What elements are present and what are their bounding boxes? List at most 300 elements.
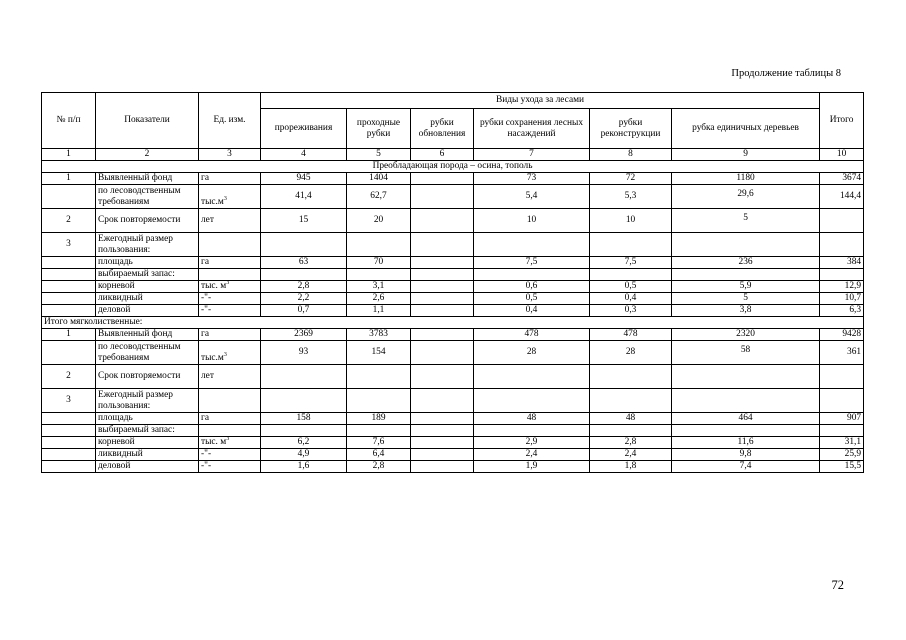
value-cell (411, 329, 474, 341)
unit-text: лет (201, 215, 214, 225)
table-row (42, 365, 864, 389)
cell-value: 464 (738, 413, 753, 423)
indicator-cell: Ежегодный размер пользования: (96, 233, 199, 257)
value-cell (347, 305, 411, 317)
value-cell (347, 269, 411, 281)
unit-cell (199, 341, 261, 365)
column-number: 2 (96, 149, 199, 161)
value-cell (590, 425, 672, 437)
indicator-cell: по лесоводственным требованиям (96, 185, 199, 209)
table-row (42, 209, 864, 233)
value-cell (474, 329, 590, 341)
value-cell (672, 281, 820, 293)
value-cell (411, 305, 474, 317)
unit-text: -"- (201, 293, 212, 303)
unit-text: тыс. м (201, 281, 227, 291)
cell-value: 478 (623, 329, 638, 339)
value-cell (590, 365, 672, 389)
value-cell (590, 269, 672, 281)
value-cell (672, 293, 820, 305)
unit-cell (199, 209, 261, 233)
value-cell (590, 233, 672, 257)
column-number: 10 (820, 149, 864, 161)
value-cell (672, 449, 820, 461)
cell-value: 5,3 (624, 191, 637, 201)
table-row (42, 257, 864, 269)
total-cell (820, 293, 864, 305)
total-cell (820, 437, 864, 449)
total-cell (820, 329, 864, 341)
unit-cell (199, 269, 261, 281)
cell-value: 73 (526, 173, 537, 183)
value-cell (672, 269, 820, 281)
cell-value: 1404 (369, 173, 388, 183)
row-number (42, 293, 96, 305)
row-number (42, 341, 96, 365)
cell-value: 15,5 (844, 461, 862, 471)
value-cell (347, 389, 411, 413)
row-number: 2 (42, 209, 96, 233)
indicator-cell: площадь (96, 413, 199, 425)
indicator-cell: Выявленный фонд (96, 329, 199, 341)
unit-text: га (201, 329, 210, 339)
cell-value: 2,8 (624, 437, 637, 447)
value-cell (590, 461, 672, 473)
value-cell (672, 173, 820, 185)
indicator-cell: Срок повторяемости (96, 209, 199, 233)
column-number: 1 (42, 149, 96, 161)
value-cell (261, 329, 347, 341)
value-cell (347, 257, 411, 269)
cell-value: 12,9 (844, 281, 862, 291)
value-cell (411, 461, 474, 473)
value-cell (347, 173, 411, 185)
total-cell (820, 233, 864, 257)
cell-value: 1,1 (372, 305, 385, 315)
value-cell (474, 233, 590, 257)
value-cell (672, 389, 820, 413)
unit-cell (199, 173, 261, 185)
unit-cell (199, 281, 261, 293)
header-unit: Ед. изм. (199, 93, 261, 149)
indicator-cell: площадь (96, 257, 199, 269)
value-cell (411, 257, 474, 269)
cell-value: 144,4 (839, 191, 862, 201)
value-cell (672, 365, 820, 389)
row-number: 3 (42, 233, 96, 257)
cell-value: 10,7 (844, 293, 862, 303)
table-row (42, 173, 864, 185)
value-cell (672, 425, 820, 437)
value-cell (347, 365, 411, 389)
total-cell (820, 257, 864, 269)
value-cell (672, 185, 820, 209)
value-cell (590, 257, 672, 269)
unit-text: тыс.м (201, 197, 224, 207)
column-number: 6 (411, 149, 474, 161)
column-number: 5 (347, 149, 411, 161)
unit-superscript: 3 (223, 195, 227, 202)
value-cell (261, 257, 347, 269)
unit-cell (199, 449, 261, 461)
value-cell (261, 305, 347, 317)
cell-value: 0,5 (624, 281, 637, 291)
cell-value: 48 (526, 413, 537, 423)
unit-cell (199, 461, 261, 473)
header-type-renewal: рубки обновления (411, 109, 474, 149)
cell-value: 3,8 (739, 305, 752, 315)
cell-value: 28 (625, 347, 636, 357)
table-row (42, 425, 864, 437)
cell-value: 9428 (842, 329, 862, 339)
value-cell (672, 305, 820, 317)
indicator-cell: корневой (96, 437, 199, 449)
value-cell (347, 461, 411, 473)
unit-text: га (201, 257, 210, 267)
table-row (42, 413, 864, 425)
value-cell (672, 257, 820, 269)
value-cell (347, 329, 411, 341)
value-cell (474, 305, 590, 317)
value-cell (261, 293, 347, 305)
value-cell (347, 293, 411, 305)
column-number: 8 (590, 149, 672, 161)
value-cell (672, 209, 820, 233)
total-cell (820, 389, 864, 413)
cell-value: 41,4 (295, 191, 312, 201)
value-cell (672, 233, 820, 257)
cell-value: 945 (296, 173, 311, 183)
value-cell (411, 413, 474, 425)
table-row (42, 449, 864, 461)
row-number: 3 (42, 389, 96, 413)
header-type-single-trees: рубка единичных деревьев (672, 109, 820, 149)
cell-value: 361 (847, 347, 862, 357)
value-cell (261, 389, 347, 413)
value-cell (261, 413, 347, 425)
cell-value: 0,4 (525, 305, 538, 315)
table-caption: Продолжение таблицы 8 (731, 68, 841, 79)
table-row (42, 389, 864, 413)
row-number (42, 461, 96, 473)
header-care-types: Виды ухода за лесами (261, 93, 820, 109)
cell-value: 158 (296, 413, 311, 423)
cell-value: 20 (373, 215, 384, 225)
unit-cell (199, 233, 261, 257)
value-cell (261, 269, 347, 281)
value-cell (590, 449, 672, 461)
cell-value: 907 (847, 413, 862, 423)
value-cell (261, 173, 347, 185)
cell-value: 58 (740, 344, 751, 355)
value-cell (590, 173, 672, 185)
value-cell (411, 233, 474, 257)
unit-text: га (201, 173, 210, 183)
unit-cell (199, 257, 261, 269)
value-cell (411, 365, 474, 389)
unit-text: -"- (201, 461, 212, 471)
value-cell (474, 449, 590, 461)
value-cell (261, 185, 347, 209)
value-cell (411, 173, 474, 185)
table-row (42, 233, 864, 257)
unit-text: лет (201, 371, 214, 381)
row-number (42, 449, 96, 461)
indicator-cell: Срок повторяемости (96, 365, 199, 389)
value-cell (347, 281, 411, 293)
cell-value: 31,1 (844, 437, 862, 447)
column-number: 9 (672, 149, 820, 161)
value-cell (261, 209, 347, 233)
row-number: 1 (42, 173, 96, 185)
cell-value: 6,4 (372, 449, 385, 459)
value-cell (474, 413, 590, 425)
unit-text: тыс.м (201, 353, 224, 363)
header-type-thinning: прореживания (261, 109, 347, 149)
value-cell (590, 437, 672, 449)
total-cell (820, 461, 864, 473)
cell-value: 62,7 (370, 191, 387, 201)
cell-value: 0,3 (624, 305, 637, 315)
cell-value: 9,8 (739, 449, 752, 459)
section-title: Итого мягколиственные: (42, 317, 864, 329)
cell-value: 0,7 (297, 305, 310, 315)
value-cell (672, 413, 820, 425)
value-cell (474, 185, 590, 209)
column-number: 7 (474, 149, 590, 161)
value-cell (590, 293, 672, 305)
unit-text: -"- (201, 449, 212, 459)
cell-value: 48 (625, 413, 636, 423)
total-cell (820, 269, 864, 281)
cell-value: 0,5 (525, 293, 538, 303)
table-row (42, 305, 864, 317)
value-cell (411, 293, 474, 305)
indicator-cell: ликвидный (96, 449, 199, 461)
value-cell (474, 173, 590, 185)
value-cell (590, 185, 672, 209)
cell-value: 7,5 (624, 257, 637, 267)
value-cell (474, 389, 590, 413)
value-cell (411, 389, 474, 413)
value-cell (347, 209, 411, 233)
unit-cell (199, 413, 261, 425)
total-cell (820, 413, 864, 425)
cell-value: 2,4 (624, 449, 637, 459)
row-number (42, 437, 96, 449)
page-number: 72 (831, 578, 844, 592)
cell-value: 28 (526, 347, 537, 357)
indicator-cell: корневой (96, 281, 199, 293)
header-indicators: Показатели (96, 93, 199, 149)
value-cell (347, 413, 411, 425)
unit-superscript: 3 (226, 279, 230, 286)
value-cell (261, 449, 347, 461)
value-cell (411, 281, 474, 293)
table-row (42, 341, 864, 365)
cell-value: 3674 (842, 173, 862, 183)
value-cell (474, 437, 590, 449)
value-cell (590, 389, 672, 413)
value-cell (261, 233, 347, 257)
table-row (42, 293, 864, 305)
header-type-reconstruction: рубки реконструкции (590, 109, 672, 149)
table-row (42, 461, 864, 473)
row-number: 1 (42, 329, 96, 341)
forest-care-table (41, 92, 864, 473)
value-cell (261, 365, 347, 389)
indicator-cell: по лесоводственным требованиям (96, 341, 199, 365)
value-cell (672, 461, 820, 473)
cell-value: 1,8 (624, 461, 637, 471)
table-row (42, 281, 864, 293)
column-number: 4 (261, 149, 347, 161)
value-cell (261, 425, 347, 437)
cell-value: 6,2 (297, 437, 310, 447)
indicator-cell: выбираемый запас: (96, 425, 199, 437)
column-number: 3 (199, 149, 261, 161)
cell-value: 72 (625, 173, 636, 183)
indicator-cell: ликвидный (96, 293, 199, 305)
total-cell (820, 449, 864, 461)
value-cell (347, 185, 411, 209)
value-cell (474, 341, 590, 365)
cell-value: 63 (298, 257, 309, 267)
unit-cell (199, 365, 261, 389)
cell-value: 2,8 (297, 281, 310, 291)
header-total: Итого (820, 93, 864, 149)
value-cell (411, 209, 474, 233)
cell-value: 189 (371, 413, 386, 423)
indicator-cell: Ежегодный размер пользования: (96, 389, 199, 413)
indicator-cell: деловой (96, 305, 199, 317)
cell-value: 15 (298, 215, 309, 225)
value-cell (672, 341, 820, 365)
value-cell (411, 449, 474, 461)
cell-value: 3783 (369, 329, 388, 339)
cell-value: 10 (625, 215, 636, 225)
value-cell (411, 269, 474, 281)
value-cell (261, 281, 347, 293)
unit-cell (199, 329, 261, 341)
indicator-cell: Выявленный фонд (96, 173, 199, 185)
value-cell (474, 209, 590, 233)
cell-value: 0,6 (525, 281, 538, 291)
cell-value: 5,4 (525, 191, 538, 201)
total-cell (820, 173, 864, 185)
cell-value: 25,9 (844, 449, 862, 459)
cell-value: 7,5 (525, 257, 538, 267)
row-number: 2 (42, 365, 96, 389)
cell-value: 93 (298, 347, 309, 357)
cell-value: 1,9 (525, 461, 538, 471)
unit-cell (199, 437, 261, 449)
value-cell (347, 449, 411, 461)
value-cell (590, 413, 672, 425)
row-number (42, 281, 96, 293)
cell-value: 0,4 (624, 293, 637, 303)
value-cell (261, 461, 347, 473)
total-cell (820, 305, 864, 317)
unit-cell (199, 305, 261, 317)
value-cell (411, 341, 474, 365)
cell-value: 2,9 (525, 437, 538, 447)
cell-value: 29,6 (737, 188, 754, 199)
cell-value: 70 (373, 257, 384, 267)
total-cell (820, 365, 864, 389)
cell-value: 2369 (294, 329, 313, 339)
value-cell (474, 269, 590, 281)
row-number (42, 185, 96, 209)
unit-cell (199, 425, 261, 437)
cell-value: 2,4 (525, 449, 538, 459)
value-cell (590, 209, 672, 233)
cell-value: 236 (738, 257, 753, 267)
value-cell (474, 425, 590, 437)
cell-value: 154 (371, 347, 386, 357)
value-cell (347, 437, 411, 449)
value-cell (474, 293, 590, 305)
value-cell (347, 425, 411, 437)
cell-value: 2,2 (297, 293, 310, 303)
cell-value: 7,6 (372, 437, 385, 447)
unit-cell (199, 185, 261, 209)
value-cell (347, 341, 411, 365)
value-cell (411, 185, 474, 209)
cell-value: 10 (526, 215, 537, 225)
row-number (42, 305, 96, 317)
cell-value: 2,6 (372, 293, 385, 303)
value-cell (474, 365, 590, 389)
table-row (42, 269, 864, 281)
value-cell (590, 341, 672, 365)
indicator-cell: выбираемый запас: (96, 269, 199, 281)
value-cell (672, 329, 820, 341)
row-number (42, 413, 96, 425)
total-cell (820, 341, 864, 365)
table-row (42, 185, 864, 209)
cell-value: 2320 (736, 329, 755, 339)
value-cell (474, 461, 590, 473)
cell-value: 1180 (736, 173, 755, 183)
header-type-passing: проходные рубки (347, 109, 411, 149)
cell-value: 7,4 (739, 461, 752, 471)
value-cell (347, 233, 411, 257)
unit-cell (199, 293, 261, 305)
cell-value: 2,8 (372, 461, 385, 471)
value-cell (411, 437, 474, 449)
value-cell (590, 305, 672, 317)
cell-value: 6,3 (849, 305, 862, 315)
cell-value: 384 (847, 257, 862, 267)
indicator-cell: деловой (96, 461, 199, 473)
unit-cell (199, 389, 261, 413)
total-cell (820, 425, 864, 437)
cell-value: 4,9 (297, 449, 310, 459)
cell-value: 1,6 (297, 461, 310, 471)
value-cell (411, 425, 474, 437)
cell-value: 5 (743, 293, 748, 303)
header-num: № п/п (42, 93, 96, 149)
unit-text: тыс. м (201, 437, 227, 447)
unit-text: га (201, 413, 210, 423)
cell-value: 11,6 (737, 437, 754, 447)
value-cell (261, 437, 347, 449)
value-cell (672, 437, 820, 449)
header-type-preservation: рубки сохранения лесных насаждений (474, 109, 590, 149)
total-cell (820, 209, 864, 233)
unit-text: -"- (201, 305, 212, 315)
